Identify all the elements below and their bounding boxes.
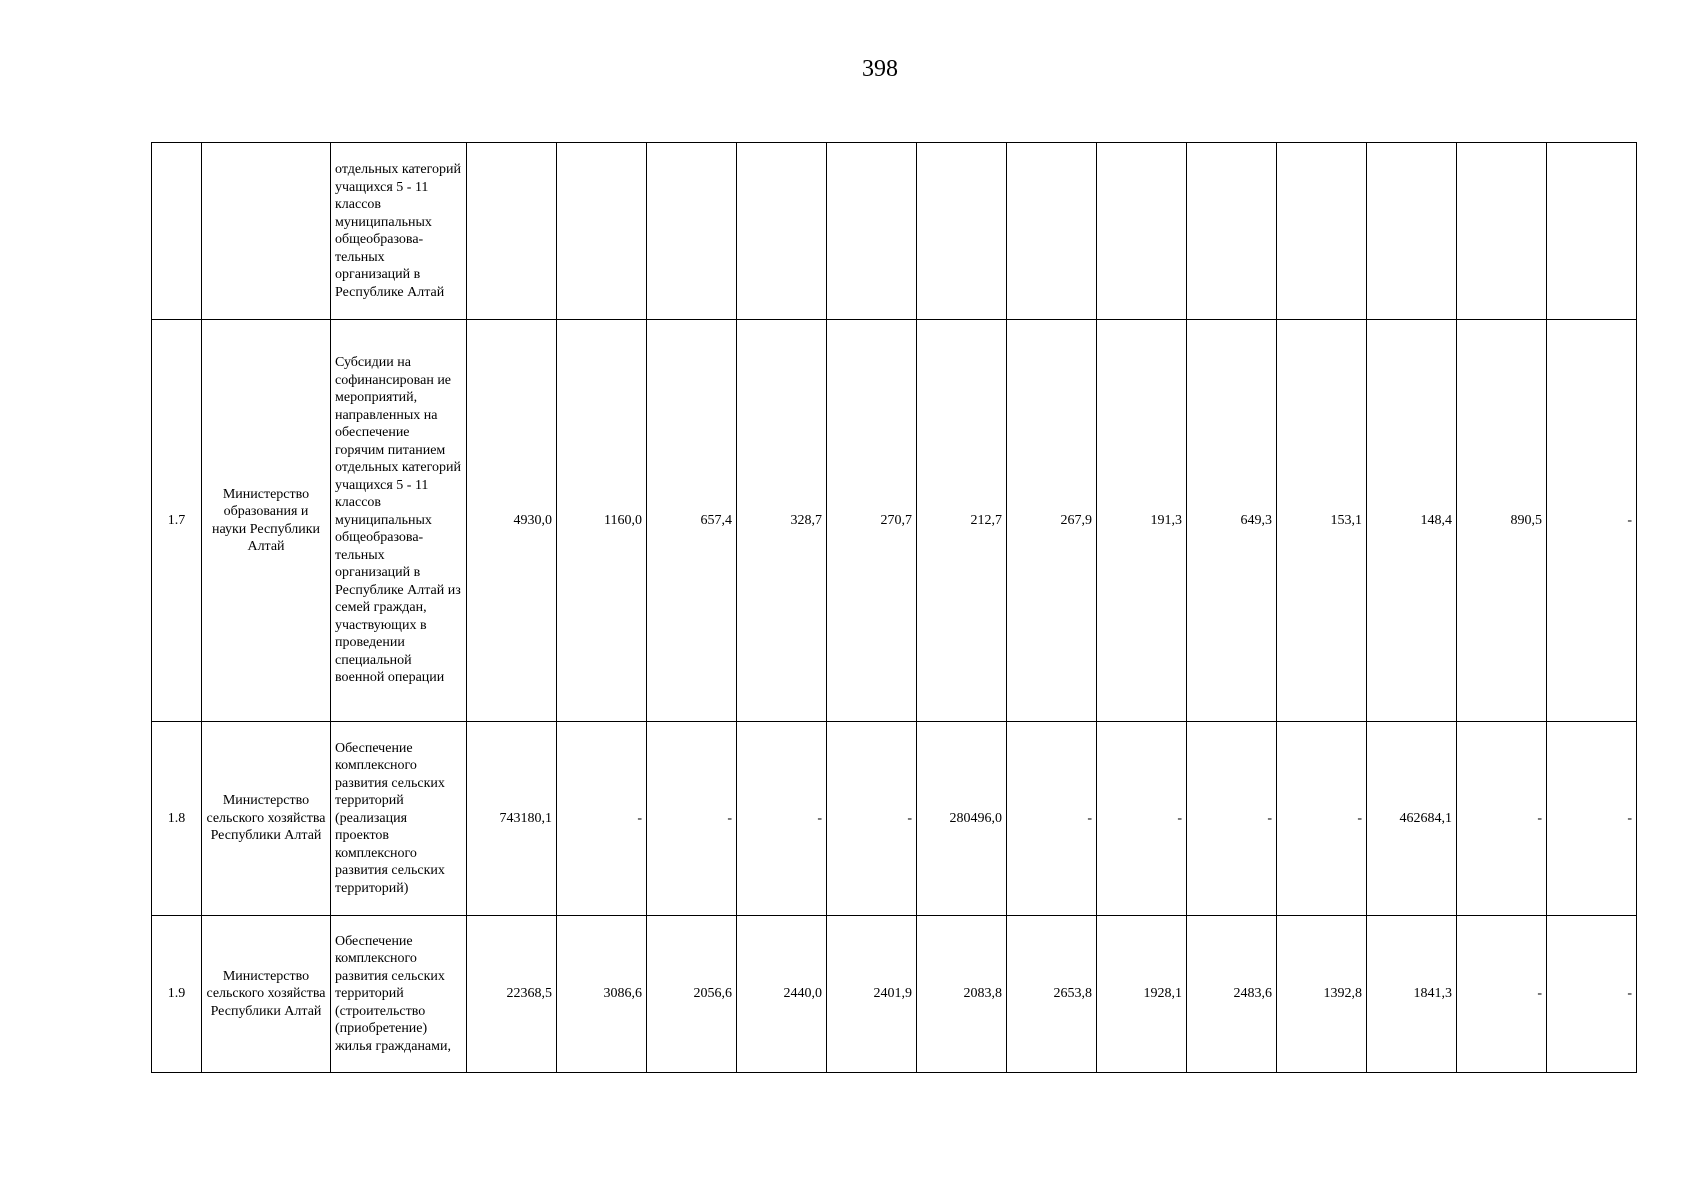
value-cell: 1928,1 [1097,916,1187,1073]
row-number-cell: 1.9 [152,916,202,1073]
table-row [152,916,1637,1073]
value-cell: 191,3 [1097,320,1187,722]
value-cell: - [1547,320,1637,722]
value-cell: 890,5 [1457,320,1547,722]
value-cell: - [1547,916,1637,1073]
value-cell [647,143,737,320]
value-cell: 4930,0 [467,320,557,722]
value-cell [1277,143,1367,320]
value-cell [1547,143,1637,320]
description-cell: Субсидии на софинансирован ие мероприятий, направленных на обеспечение горячим питанием отдельных категорий учащихся 5 - 11 классов муниципальных общеобразова-тельных организаций в Республике Алтай из семей граждан, участвующих в проведении специальной военной операции [331,320,467,722]
value-cell [467,143,557,320]
value-cell: 2483,6 [1187,916,1277,1073]
value-cell: 462684,1 [1367,722,1457,916]
table-row [152,722,1637,916]
value-cell: 2653,8 [1007,916,1097,1073]
value-cell: 153,1 [1277,320,1367,722]
row-number-cell: 1.7 [152,320,202,722]
value-cell: 1841,3 [1367,916,1457,1073]
value-cell: - [1097,722,1187,916]
value-cell [827,143,917,320]
value-cell [1007,143,1097,320]
value-cell [917,143,1007,320]
table-row [152,143,1637,320]
value-cell: 270,7 [827,320,917,722]
value-cell: - [1547,722,1637,916]
value-cell: - [737,722,827,916]
value-cell [1457,143,1547,320]
value-cell: 2083,8 [917,916,1007,1073]
organization-cell: Министерство образования и науки Республики Алтай [202,320,331,722]
value-cell: 1392,8 [1277,916,1367,1073]
value-cell: 657,4 [647,320,737,722]
value-cell: 280496,0 [917,722,1007,916]
value-cell: 3086,6 [557,916,647,1073]
value-cell: 267,9 [1007,320,1097,722]
organization-cell: Министерство сельского хозяйства Республики Алтай [202,722,331,916]
value-cell: 328,7 [737,320,827,722]
organization-cell: Министерство сельского хозяйства Республики Алтай [202,916,331,1073]
value-cell: 1160,0 [557,320,647,722]
description-cell: отдельных категорий учащихся 5 - 11 классов муниципальных общеобразова-тельных организаций в Республике Алтай [331,143,467,320]
organization-cell [202,143,331,320]
value-cell: 148,4 [1367,320,1457,722]
value-cell: - [647,722,737,916]
value-cell [1187,143,1277,320]
value-cell: 743180,1 [467,722,557,916]
value-cell [1097,143,1187,320]
description-cell: Обеспечение комплексного развития сельских территорий (строительство (приобретение) жилья гражданами, [331,916,467,1073]
value-cell: 22368,5 [467,916,557,1073]
budget-table [151,142,1637,1073]
value-cell [557,143,647,320]
value-cell: 649,3 [1187,320,1277,722]
row-number-cell: 1.8 [152,722,202,916]
value-cell: 212,7 [917,320,1007,722]
page-number: 398 [862,56,898,82]
value-cell: - [1457,916,1547,1073]
table-row [152,320,1637,722]
value-cell: - [827,722,917,916]
value-cell: - [557,722,647,916]
value-cell: 2440,0 [737,916,827,1073]
value-cell: - [1457,722,1547,916]
value-cell: 2401,9 [827,916,917,1073]
value-cell: - [1187,722,1277,916]
description-cell: Обеспечение комплексного развития сельских территорий (реализация проектов комплексного развития сельских территорий) [331,722,467,916]
value-cell: 2056,6 [647,916,737,1073]
row-number-cell [152,143,202,320]
value-cell: - [1007,722,1097,916]
value-cell [1367,143,1457,320]
value-cell [737,143,827,320]
value-cell: - [1277,722,1367,916]
